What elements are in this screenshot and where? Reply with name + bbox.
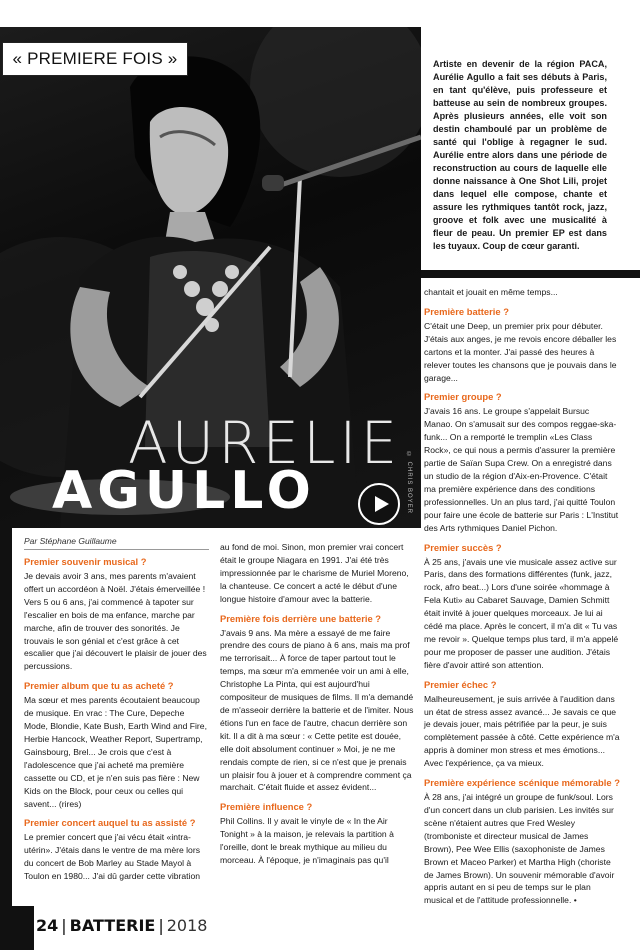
left-edge-band <box>0 528 12 906</box>
page-number: 24 <box>36 916 59 935</box>
answer-text: Ma sœur et mes parents écoutaient beaucoup de musique. En vrac : The Cure, Depeche Mode, Blondie, Kate Bush, Earth Wind and Fire, Herbie Hancock, Weather Report, Supertramp, Gainsbourg, Brel... Je crois que c'est à l'adolescence que j'ai acheté ma première cassette ou CD, et je n'en suis pas fière : New Kids on the Block, pour ceux ou celles qui savent... (rires) <box>24 695 207 809</box>
magazine-name: BATTERIE <box>69 916 156 935</box>
article-column-1 <box>24 556 210 883</box>
question-heading: Premier album que tu as acheté ? <box>24 680 174 692</box>
footer-folio: 24 | BATTERIE | 2018 <box>36 916 208 935</box>
question-heading: Première fois derrière une batterie ? <box>220 612 382 624</box>
answer-text: Phil Collins. Il y avait le vinyle de « In the Air Tonight » à la maison, je relevais la partition à l'oreille, dont le break mythique au milieu du morceau. À l'époque, je n'imaginais pas qu'il <box>220 816 394 866</box>
answer-text: Le premier concert que j'ai vécu était «intra-utérin». J'étais dans le ventre de ma mère lors du concert de Bob Marley au Stade Mayol à Toulon en 1980... J'ai dû garder cette vibration <box>24 832 201 882</box>
question-heading: Premier concert auquel tu as assisté ? <box>24 817 196 829</box>
answer-text: À 25 ans, j'avais une vie musicale assez active sur Paris, dans des formations différentes (funk, jazz, rock, afro beat...) Lors d'une soirée «hommage à Fela Kuti» au Cabaret Sauvage, Damien Schmitt était invité à jouer quelques morceaux. Je lui ai cédé ma place. Après le concert, il m'a dit « Tu vas me revoir ». Quelque temps plus tard, il m'a appelé pour me proposer de passer une audition. J'étais fière d'avoir attiré son attention. <box>424 556 619 670</box>
question-heading: Première influence ? <box>220 801 313 813</box>
intro-separator-bar <box>421 270 640 278</box>
answer-text: chantait et jouait en même temps... <box>424 287 558 297</box>
question-heading: Premier groupe ? <box>424 391 502 403</box>
answer-text: au fond de moi. Sinon, mon premier vrai concert était le groupe Niagara en 1991. J'ai été très impressionnée par le charisme de Muriel Moreno, la chanteuse. Ce concert a acté le début d'une longue histoire d'amour avec la batterie. <box>220 542 409 604</box>
article-column-2 <box>220 541 414 867</box>
answer-text: À 28 ans, j'ai intégré un groupe de funk/soul. Lors d'un concert dans un club parisien. Les invités sur scène n'étaient autres que Fred Wesley (tromboniste et directeur musical de James Brown), Pee Wee Ellis (saxophoniste de James Brown et Maceo Parker) et Martha High (choriste de James Brown). Un souvenir mémorable d'avoir appris autant en si peu de temps sur le plan musical et de l'attitude professionnelle. • <box>424 792 615 906</box>
play-icon <box>358 483 400 525</box>
answer-text: C'était une Deep, un premier prix pour débuter. J'étais aux anges, je me revois encore déballer les cartons et la monter. J'ai passé des heures à relever toutes les chansons que je pouvais dans le garage... <box>424 320 617 383</box>
issue-year: 2018 <box>166 916 208 935</box>
question-heading: Premier succès ? <box>424 541 502 553</box>
artist-last-name: AGULLO <box>52 461 316 521</box>
question-heading: Première expérience scénique mémorable ? <box>424 777 620 789</box>
artist-first-name: AURELIE <box>128 409 402 477</box>
intro-text: Artiste en devenir de la région PACA, Aurélie Agullo a fait ses débuts à Paris, en tant qu'élève, puis professeure et batteuse au sein de nombreux groupes. Après plusieurs années, elle voit son destin chamboulé par un problème de santé qui l'oblige à regagner le sud. Aurélie entre alors dans une période de reconstruction au cours de laquelle elle donne naissance à One Shot Lili, projet dans lequel elle compose, chante et assure les rythmiques tantôt rock, jazz, groove et folk avec une musicalité à fleur de peau. Un premier EP est dans les tuyaux. Coup de cœur garanti. <box>433 59 607 251</box>
answer-text: Malheureusement, je suis arrivée à l'audition dans un état de stress assez avancé... Je savais ce que je devais jouer, mais pétrifiée par la peur, je suis complètement passée à côté. Cette expérience m'a appris à dominer mon stress et mes émotions... Avec l'expérience, ça va mieux. <box>424 693 620 769</box>
footer-band <box>0 906 34 950</box>
byline-rule <box>24 549 209 550</box>
photo-credit: © CHRIS BOYER <box>406 452 412 515</box>
answer-text: Je devais avoir 3 ans, mes parents m'avaient offert un accordéon à Noël. J'étais émerveillée ! Vers 5 ou 6 ans, j'ai commencé à tapoter sur l'escalier en bois de ma enfance, marche par marche, afin de trouver des sonorités. Je trouvais le son génial et c'est grâce à cet escalier que j'ai découvert le plaisir de jouer des percussions. <box>24 571 207 672</box>
answer-text: J'avais 9 ans. Ma mère a essayé de me faire prendre des cours de piano à 6 ans, mais ma prof me terrorisait... À force de taper partout tout le temps, ma sœur m'a emmenée voir un ami à elle, Christophe La Pinta, qui est aujourd'hui compositeur de musiques de films. Il m'a demandé de m'asseoir derrière la batterie et de l'imiter. Nous étions l'un en face de l'autre, chacun derrière son kit. Il a dit à ma sœur : « Cette petite est douée, elle doit absolument continuer » Moi, je ne me rendais compte de rien, si ce n'est que je prenais un plaisir fou à jouer et à comprendre comment ça marchait. C'était fluide et assez évident... <box>220 627 414 793</box>
page-footer <box>0 906 640 950</box>
answer-text: J'avais 16 ans. Le groupe s'appelait Bursuc Manao. On s'amusait sur des compos reggae-ska-funk... On a remporté le tremplin «Les Class Rock», ce qui nous a permis d'assurer la première partie de Saïan Supa Crew. On a enregistré dans un studio de la région d'Aix-en-Provence. C'était ma première expérience dans des conditions professionnelles. Un an plus tard, j'ai quitté Toulon pour faire une école de batterie sur Paris : L'Institut des Arts rythmiques Daniel Pichon. <box>424 406 619 533</box>
question-heading: Premier souvenir musical ? <box>24 556 147 567</box>
question-heading: Premier échec ? <box>424 678 497 690</box>
byline: Par Stéphane Guillaume <box>24 536 117 546</box>
question-heading: Première batterie ? <box>424 305 509 317</box>
rubric-label: « PREMIERE FOIS » <box>2 42 188 76</box>
article-column-3 <box>424 286 620 907</box>
